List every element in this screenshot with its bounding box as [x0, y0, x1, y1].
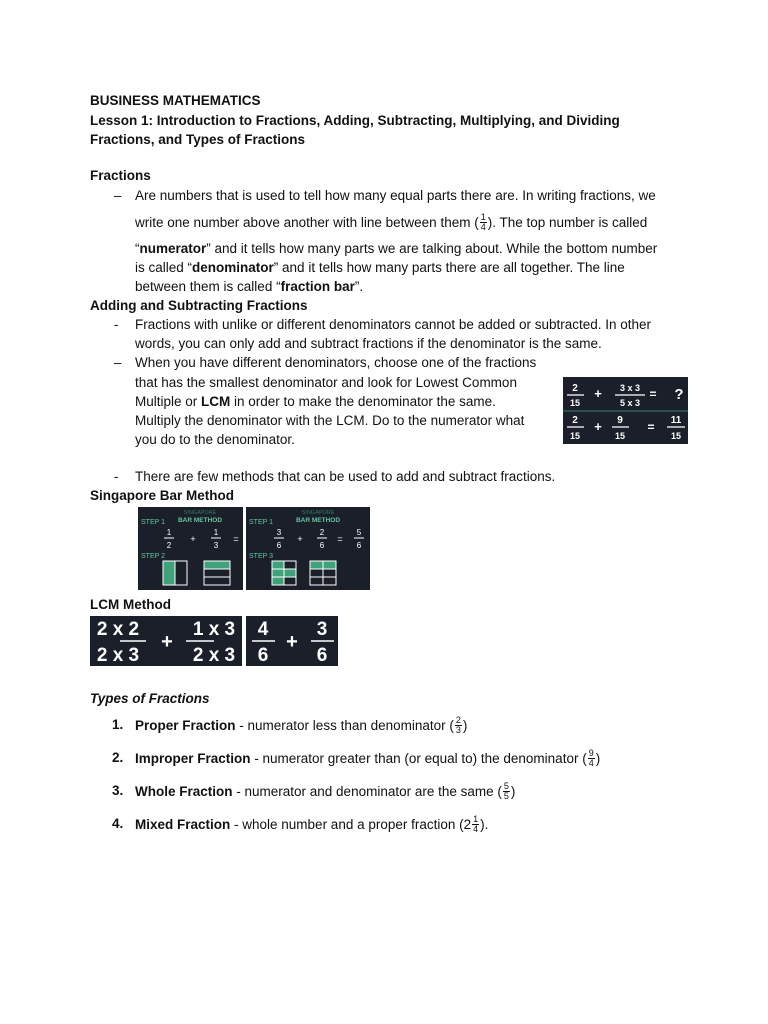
fraction-denominator: 4: [473, 824, 479, 834]
fraction-numerator: 9: [588, 748, 594, 758]
plus-sign: +: [161, 631, 173, 653]
plus-sign: +: [297, 534, 303, 544]
eq-frac-num: 2: [572, 383, 578, 394]
text-segment: ). The top number is called: [487, 215, 648, 231]
fraction-denominator: 4: [480, 222, 486, 232]
text-segment: ” and it tells how many parts there are all together. The line: [273, 260, 625, 275]
lcm-num: 4: [257, 619, 269, 640]
list-item: [135, 750, 600, 769]
lcm-heading: LCM Method: [90, 597, 171, 612]
bullet-dash: –: [114, 355, 122, 370]
lcm-num: 1 x 3: [192, 619, 236, 640]
brand-label: BAR METHOD: [295, 517, 341, 524]
adding-b2-line1: When you have different denominators, choose one of the fractions: [135, 355, 537, 370]
term-numerator: numerator: [139, 241, 207, 256]
fractions-text-line4: [135, 260, 625, 275]
frac-den: 6: [356, 541, 362, 550]
adding-b2-line5: you do to the denominator.: [135, 432, 295, 447]
frac-den: 2: [166, 541, 172, 550]
term-fraction-bar: fraction bar: [280, 279, 355, 294]
lesson-title-line2: Fractions, and Types of Fractions: [90, 132, 306, 147]
step-label: STEP 1: [141, 519, 165, 526]
fraction-numerator: 5: [503, 781, 509, 791]
frac-num: 3: [276, 528, 282, 537]
singapore-heading: Singapore Bar Method: [90, 488, 235, 503]
text-segment: between them is called “: [135, 279, 281, 294]
type-desc: - numerator greater than (or equal to) the denominator (: [250, 751, 587, 767]
list-number: 1.: [112, 717, 124, 732]
type-name: Improper Fraction: [135, 751, 251, 767]
eq-frac-num: 3 x 3: [619, 383, 641, 393]
eq-frac-num: 11: [670, 415, 682, 426]
adding-b2-line4: Multiply the denominator with the LCM. Do to the numerator what: [135, 413, 525, 428]
lcm-panel-2-svg: [246, 616, 338, 666]
lesson-title-line1: Lesson 1: Introduction to Fractions, Adding, Subtracting, Multiplying, and Dividing: [90, 113, 620, 128]
eq-frac-den: 15: [614, 431, 626, 441]
frac-num: 1: [213, 528, 219, 537]
singapore-panel-1: [138, 507, 243, 590]
type-name: Proper Fraction: [135, 718, 236, 734]
eq-frac-num: 2: [572, 415, 578, 426]
brand-label: SINGAPORE: [301, 510, 335, 516]
term-denominator: denominator: [192, 260, 274, 275]
type-desc: - numerator and denominator are the same (: [232, 784, 502, 800]
fractions-text-line3: [135, 241, 657, 256]
eq-frac-den: 15: [569, 398, 581, 408]
lcm-num: 3: [316, 619, 328, 640]
text-segment: ): [462, 718, 468, 734]
fraction-numerator: 1: [473, 814, 479, 824]
type-name: Whole Fraction: [135, 784, 233, 800]
fractions-text-line2: [135, 214, 647, 233]
mixed-whole: 2: [463, 817, 472, 833]
type-desc: - numerator less than denominator (: [235, 718, 454, 734]
lcm-panel-1: [90, 616, 242, 666]
equals-sign: =: [647, 420, 655, 434]
fraction-example: [588, 749, 595, 768]
eq-frac-num: 9: [617, 415, 623, 426]
brand-label: SINGAPORE: [183, 510, 217, 516]
frac-num: 2: [319, 528, 325, 537]
step-label: STEP 3: [249, 553, 273, 560]
text-segment: ): [510, 784, 516, 800]
frac-den: 6: [319, 541, 325, 550]
plus-sign: +: [286, 631, 298, 653]
adding-b3: There are few methods that can be used to add and subtract fractions.: [135, 469, 556, 484]
adding-b1-line1: Fractions with unlike or different denominators cannot be added or subtracted. In other: [135, 317, 652, 332]
fraction-example: [472, 815, 479, 834]
fraction-denominator: 4: [588, 758, 594, 768]
doc-title: BUSINESS MATHEMATICS: [90, 93, 261, 108]
adding-b2-line3: [135, 394, 496, 409]
list-number: 2.: [112, 750, 124, 765]
singapore-panel-1-svg: [138, 507, 243, 590]
types-heading: Types of Fractions: [90, 691, 210, 706]
fraction-numerator: 1: [480, 212, 486, 222]
eq-frac-den: 5 x 3: [619, 398, 641, 408]
frac-den: 6: [276, 541, 282, 550]
singapore-panel-2: [246, 507, 370, 590]
fraction-numerator: 2: [455, 715, 461, 725]
text-segment: ”.: [354, 279, 364, 294]
fraction-example: [455, 716, 462, 735]
text-segment: “: [135, 241, 140, 256]
adding-b2-line2: that has the smallest denominator and look for Lowest Common: [135, 375, 517, 390]
fraction-denominator: 5: [503, 791, 509, 801]
eq-frac-den: 15: [670, 431, 682, 441]
bar-shaded-sixth: [284, 569, 296, 577]
text-segment: Multiple or: [135, 394, 202, 409]
list-item: [135, 717, 467, 736]
type-name: Mixed Fraction: [135, 817, 231, 833]
lcm-panel-2: [246, 616, 338, 666]
list-item: [135, 783, 515, 802]
text-segment: in order to make the denominator the same.: [230, 394, 496, 409]
brand-label: BAR METHOD: [177, 517, 223, 524]
lcm-panel-1-svg: [90, 616, 242, 666]
lcm-den: 2 x 3: [192, 645, 236, 666]
text-segment: ” and it tells how many parts we are talking about. While the bottom number: [206, 241, 658, 256]
question-mark: ?: [674, 386, 684, 403]
bullet-dash: -: [114, 469, 119, 484]
frac-num: 5: [356, 528, 362, 537]
eq-frac-den: 15: [569, 431, 581, 441]
equals-sign: =: [649, 387, 657, 401]
example-equation-svg: [563, 377, 688, 444]
text-segment: ).: [480, 817, 489, 833]
equals-sign: =: [337, 534, 343, 544]
step-label: STEP 2: [141, 553, 165, 560]
term-lcm: LCM: [201, 394, 231, 409]
frac-den: 3: [213, 541, 219, 550]
fraction-denominator: 3: [455, 725, 461, 735]
frac-num: 1: [166, 528, 172, 537]
text-segment: ): [595, 751, 601, 767]
lcm-den: 2 x 3: [96, 645, 140, 666]
step-label: STEP 1: [249, 519, 273, 526]
lcm-num: 2 x 2: [96, 619, 140, 640]
list-item: [135, 816, 488, 835]
bar-shaded-half: [163, 561, 175, 585]
lcm-den: 6: [257, 645, 269, 666]
bullet-dash: -: [114, 317, 119, 332]
plus-sign: +: [190, 534, 196, 544]
fractions-heading: Fractions: [90, 168, 151, 183]
text-segment: is called “: [135, 260, 193, 275]
fraction-example: [503, 782, 510, 801]
list-number: 3.: [112, 783, 124, 798]
plus-sign: +: [594, 419, 602, 434]
bar-shaded-third: [204, 561, 230, 569]
singapore-panel-2-svg: [246, 507, 370, 590]
lcm-den: 6: [316, 645, 328, 666]
fraction-one-quarter: [480, 213, 487, 232]
fractions-text-line1: Are numbers that is used to tell how many equal parts there are. In writing fractions, we: [135, 188, 656, 203]
bullet-dash: –: [114, 188, 122, 203]
plus-sign: +: [594, 386, 602, 401]
example-equation-image: [563, 377, 688, 444]
text-segment: write one number above another with line between them (: [135, 215, 479, 231]
list-number: 4.: [112, 816, 124, 831]
fractions-text-line5: [135, 279, 363, 294]
type-desc: - whole number and a proper fraction (: [230, 817, 464, 833]
equals-sign: =: [233, 534, 239, 544]
adding-b1-line2: words, you can only add and subtract fractions if the denominator is the same.: [135, 336, 602, 351]
adding-heading: Adding and Subtracting Fractions: [90, 298, 308, 313]
